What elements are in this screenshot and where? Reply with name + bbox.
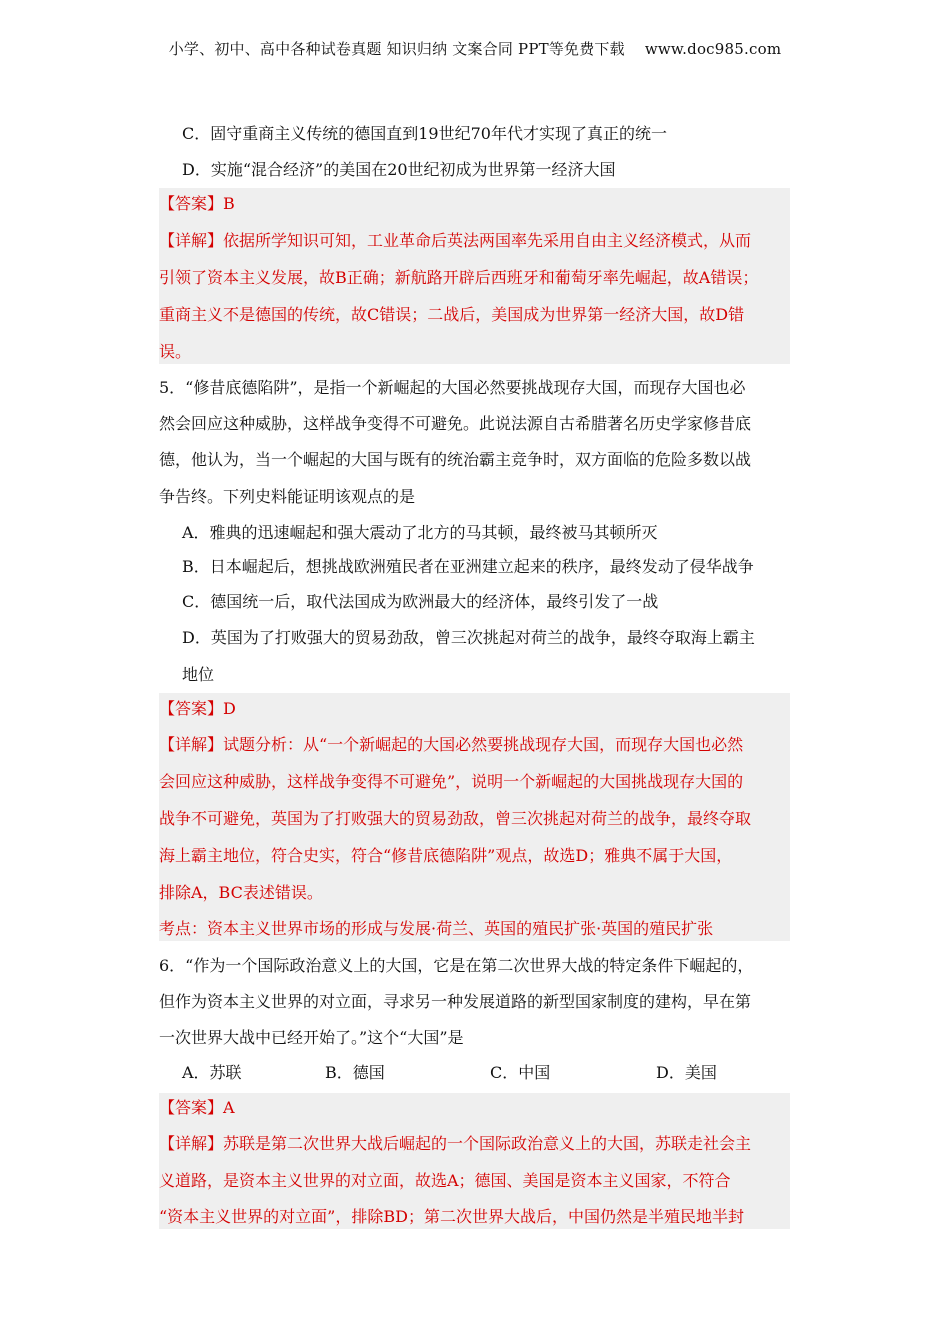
q6-option-b: B．德国 (325, 1063, 385, 1082)
q5-answer: 【答案】D (159, 699, 236, 718)
q6-detail-line: 义道路，是资本主义世界的对立面，故选A；德国、美国是资本主义国家，不符合 (159, 1171, 731, 1190)
q6-detail-line: 【详解】苏联是第二次世界大战后崛起的一个国际政治意义上的大国，苏联走社会主 (159, 1134, 752, 1153)
q6-stem-line: 但作为资本主义世界的对立面，寻求另一种发展道路的新型国家制度的建构，早在第 (159, 992, 752, 1011)
q4-detail-line: 误。 (159, 342, 192, 361)
q5-option-d: D．英国为了打败强大的贸易劲敌，曾三次挑起对荷兰的战争，最终夺取海上霸主 (182, 628, 755, 647)
q6-option-d: D．美国 (656, 1063, 717, 1082)
q5-option-a: A．雅典的迅速崛起和强大震动了北方的马其顿，最终被马其顿所灭 (182, 523, 658, 542)
q5-stem-line: 然会回应这种威胁，这样战争变得不可避免。此说法源自古希腊著名历史学家修昔底 (159, 414, 752, 433)
q5-stem-line: 争告终。下列史料能证明该观点的是 (159, 487, 416, 506)
q4-detail-line: 引领了资本主义发展，故B正确；新航路开辟后西班牙和葡萄牙率先崛起，故A错误； (159, 268, 759, 287)
q6-stem-line: 一次世界大战中已经开始了。”这个“大国”是 (159, 1028, 464, 1047)
q4-answer: 【答案】B (159, 194, 235, 213)
q5-detail-line: 排除A，BC表述错误。 (159, 883, 323, 902)
q6-stem-line: 6．“作为一个国际政治意义上的大国，它是在第二次世界大战的特定条件下崛起的， (159, 956, 754, 975)
q4-detail-line: 【详解】依据所学知识可知，工业革命后英法两国率先采用自由主义经济模式，从而 (159, 231, 752, 250)
q5-stem-line: 德，他认为，当一个崛起的大国与既有的统治霸主竞争时，双方面临的危险多数以战 (159, 450, 752, 469)
q4-option-d: D．实施“混合经济”的美国在20世纪初成为世界第一经济大国 (182, 160, 616, 179)
q6-option-c: C．中国 (490, 1063, 551, 1082)
q4-detail-line: 重商主义不是德国的传统，故C错误；二战后，美国成为世界第一经济大国，故D错 (159, 305, 745, 324)
q5-detail-line: 考点：资本主义世界市场的形成与发展·荷兰、英国的殖民扩张·英国的殖民扩张 (159, 919, 714, 938)
q6-detail-line: “资本主义世界的对立面”，排除BD；第二次世界大战后，中国仍然是半殖民地半封 (159, 1207, 744, 1226)
q6-option-a: A．苏联 (182, 1063, 242, 1082)
page-header (0, 38, 950, 64)
q5-option-d-cont: 地位 (182, 665, 215, 684)
q5-option-b: B．日本崛起后，想挑战欧洲殖民者在亚洲建立起来的秩序，最终发动了侵华战争 (182, 557, 754, 576)
q5-detail-line: 海上霸主地位，符合史实，符合“修昔底德陷阱”观点，故选D；雅典不属于大国， (159, 846, 733, 865)
q5-detail-line: 会回应这种威胁，这样战争变得不可避免”，说明一个新崛起的大国挑战现存大国的 (159, 772, 744, 791)
q5-stem-line: 5．“修昔底德陷阱”，是指一个新崛起的大国必然要挑战现存大国，而现存大国也必 (159, 378, 746, 397)
header-link[interactable]: www.doc985.com (644, 40, 782, 58)
q6-answer: 【答案】A (159, 1098, 235, 1117)
q5-option-c: C．德国统一后，取代法国成为欧洲最大的经济体，最终引发了一战 (182, 592, 659, 611)
header-text: 小学、初中、高中各种试卷真题 知识归纳 文案合同 PPT等免费下载 (168, 40, 625, 58)
q5-detail-line: 战争不可避免，英国为了打败强大的贸易劲敌，曾三次挑起对荷兰的战争，最终夺取 (159, 809, 752, 828)
q5-detail-line: 【详解】试题分析：从“一个新崛起的大国必然要挑战现存大国，而现存大国也必然 (159, 735, 744, 754)
q4-option-c: C．固守重商主义传统的德国直到19世纪70年代才实现了真正的统一 (182, 124, 667, 143)
